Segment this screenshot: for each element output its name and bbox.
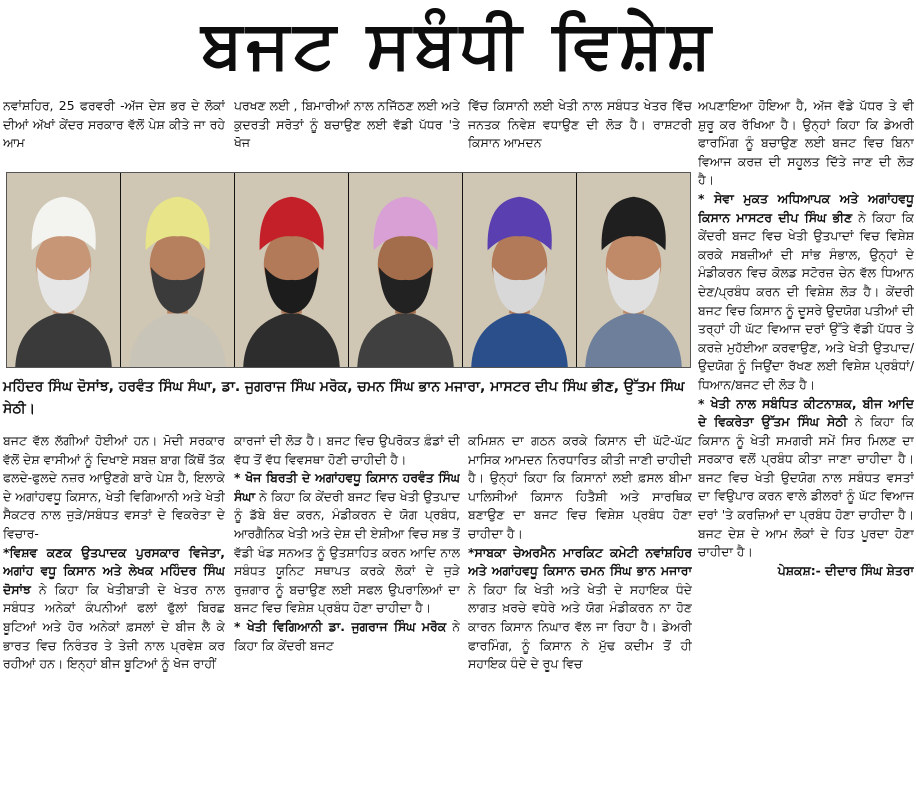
column-4-lead <box>698 190 914 395</box>
portrait-photo <box>7 173 121 367</box>
portrait-photo <box>349 173 463 367</box>
speaker-quote: ਨੇ ਕਿਹਾ ਕਿ ਖੇਤੀ ਅਤੇ ਖੇਤੀ ਦੇ ਸਹਾਇਕ ਧੰਦੇ ਲਾਗਤ ਖ਼ਰਚੇ ਵਧੇਰੇ ਅਤੇ ਯੋਗ ਮੰਡੀਕਰਨ ਨਾ ਹੋਣ ਕਾਰਨ ਕਿਸਾਨ ਨਿਘਾਰ ਵੱਲ ਜਾ ਰਿਹਾ ਹੈ। ਡੇਅਰੀ ਫਾਰਮਿੰਗ, ਨੂੰ ਕਿਸਾਨ ਨੇ ਮੁੱਢ ਕਦੀਮ ਤੋਂ ਹੀ ਸਹਾਇਕ ਧੰਦੇ ਦੇ ਰੂਪ ਵਿਚ <box>468 581 692 672</box>
speaker-name: * ਖੋਜ ਬਿਰਤੀ ਦੇ ਅਗਾਂਹਵਧੂ ਕਿਸਾਨ ਹਰਵੰਤ ਸਿੰਘ ਸੰਘਾ <box>234 470 460 504</box>
column-2 <box>234 432 460 784</box>
column-1 <box>3 432 225 784</box>
portrait-strip <box>6 172 691 368</box>
column-2-top <box>234 97 460 173</box>
column-1-top-text: ਨਵਾਂਸ਼ਹਿਰ, 25 ਫਰਵਰੀ -ਅੱਜ ਦੇਸ਼ ਭਰ ਦੇ ਲੋਕਾਂ ਦੀਆਂ ਅੱਖਾਂ ਕੇਂਦਰ ਸਰਕਾਰ ਵੱਲੋਂ ਪੇਸ਼ ਕੀਤੇ ਜਾ ਰਹੇ ਆਮ <box>3 98 225 151</box>
portrait-illustration <box>235 173 348 367</box>
portrait-photo <box>235 173 349 367</box>
column-3 <box>468 432 692 784</box>
column-1-intro: ਬਜਟ ਵੱਲ ਲੱਗੀਆਂ ਹੋਈਆਂ ਹਨ। ਮੋਦੀ ਸਰਕਾਰ ਵੱਲੋਂ ਦੇਸ਼ ਵਾਸੀਆਂ ਨੂੰ ਦਿਖਾਏ ਸਬਜ਼ ਬਾਗ ਕਿੱਥੋਂ ਤੱਕ ਫਲਦੇ-ਫੁਲਦੇ ਨਜ਼ਰ ਆਉਣਗੇ ਬਾਰੇ ਪੇਸ਼ ਹੈ, ਇਲਾਕੇ ਦੇ ਅਗਾਂਹਵਧੂ ਕਿਸਾਨ, ਖੇਤੀ ਵਿਗਿਆਨੀ ਅਤੇ ਖੇਤੀ ਸੈਕਟਰ ਨਾਲ ਜੁੜੇ/ਸਬੰਧਤ ਵਸਤਾਂ ਦੇ ਵਿਕਰੇਤਾ ਦੇ ਵਿਚਾਰ- <box>3 433 225 541</box>
portrait-illustration <box>7 173 120 367</box>
speaker-name: *ਵਿਸ਼ਵ ਕਣਕ ਉਤਪਾਦਕ ਪੁਰਸਕਾਰ ਵਿਜੇਤਾ, ਅਗਾਂਹ ਵਧੂ ਕਿਸਾਨ ਅਤੇ ਲੇਖਕ ਮਹਿੰਦਰ ਸਿੰਘ ਦੋਸਾਂਝ <box>3 544 225 597</box>
column-2-lead <box>234 469 460 618</box>
portrait-photo <box>121 173 235 367</box>
speaker-quote: ਨੇ ਕਿਹਾ ਕਿ ਕਿਸਾਨ ਨੂੰ ਖੇਤੀ ਸਮਗਰੀ ਸਮੇਂ ਸਿਰ ਮਿਲਣ ਦਾ ਸਰਕਾਰ ਵਲੋਂ ਪ੍ਰਬੰਧ ਕੀਤਾ ਜਾਣਾ ਚਾਹੀਦਾ ਹੈ। ਬਜਟ ਵਿਚ ਖੇਤੀ ਉਦਯੋਗ ਨਾਲ ਸਬੰਧਤ ਵਸਤਾਂ ਦਾ ਵਿਉਪਾਰ ਕਰਨ ਵਾਲੇ ਡੀਲਰਾਂ ਨੂੰ ਘੱਟ ਵਿਆਜ ਦਰਾਂ 'ਤੇ ਕਰਜ਼ਿਆਂ ਦਾ ਪ੍ਰਬੰਧ ਹੋਣਾ ਚਾਹੀਦਾ ਹੈ। ਬਜਟ ਦੇਸ਼ ਦੇ ਆਮ ਲੋਕਾਂ ਦੇ ਹਿਤ ਪੂਰਦਾ ਹੋਣਾ ਚਾਹੀਦਾ ਹੈ। <box>698 414 914 560</box>
portrait-photo <box>463 173 577 367</box>
column-1-lead <box>3 544 225 674</box>
portrait-illustration <box>463 173 576 367</box>
portrait-illustration <box>121 173 234 367</box>
portrait-illustration <box>349 173 462 367</box>
column-1-top <box>3 97 225 173</box>
photo-caption: ਮਹਿੰਦਰ ਸਿੰਘ ਦੋਸਾਂਝ, ਹਰਵੰਤ ਸਿੰਘ ਸੰਘਾ, ਡਾ. ਜੁਗਰਾਜ ਸਿੰਘ ਮਰੋਕ, ਚਮਨ ਸਿੰਘ ਭਾਨ ਮਜਾਰਾ, ਮਾਸਟਰ ਦੀਪ ਸਿੰਘ ਭੀਣ, ਉੱਤਮ ਸਿੰਘ ਸੇਠੀ। <box>3 379 685 417</box>
speaker-quote: ਨੇ ਕਿਹਾ ਕਿ ਕੇਂਦਰੀ ਬਜਟ ਵਿਚ ਖੇਤੀ ਉਤਪਾਦ ਨੂੰ ਡੱਬੇ ਬੰਦ ਕਰਨ, ਮੰਡੀਕਰਨ ਦੇ ਯੋਗ ਪ੍ਰਬੰਧ, ਆਰਗੈਨਿਕ ਖੇਤੀ ਅਤੇ ਦੇਸ਼ ਦੀ ਏਸ਼ੀਆ ਵਿਚ ਸਭ ਤੋਂ ਵੱਡੀ ਖੰਡ ਸਨਅਤ ਨੂੰ ਉਤਸ਼ਾਹਿਤ ਕਰਨ ਆਦਿ ਨਾਲ ਸਬੰਧਤ ਯੂਨਿਟ ਸਥਾਪਤ ਕਰਕੇ ਲੋਕਾਂ ਦੇ ਜੁੜੇ ਰੁਜ਼ਗਾਰ ਨੂੰ ਬਚਾਉਣ ਲਈ ਸਫਲ ਉਪਰਾਲਿਆਂ ਦਾ ਬਜਟ ਵਿਚ ਵਿਸ਼ੇਸ਼ ਪ੍ਰਬੰਧ ਹੋਣਾ ਚਾਹੀਦਾ ਹੈ। <box>234 488 460 616</box>
byline: ਪੇਸ਼ਕਸ਼:- ਦੀਦਾਰ ਸਿੰਘ ਸ਼ੇਤਰਾ <box>777 562 914 578</box>
column-4 <box>698 97 914 784</box>
column-3-intro: ਕਮਿਸ਼ਨ ਦਾ ਗਠਨ ਕਰਕੇ ਕਿਸਾਨ ਦੀ ਘੱਟੋ-ਘੱਟ ਮਾਸਿਕ ਆਮਦਨ ਨਿਰਧਾਰਿਤ ਕੀਤੀ ਜਾਣੀ ਚਾਹੀਦੀ ਹੈ। ਉਨ੍ਹਾਂ ਕਿਹਾ ਕਿ ਕਿਸਾਨਾਂ ਲਈ ਫ਼ਸਲ ਬੀਮਾ ਪਾਲਿਸੀਆਂ ਕਿਸਾਨ ਹਿਤੈਸ਼ੀ ਅਤੇ ਸਾਰਥਿਕ ਬਣਾਉਣ ਦਾ ਬਜਟ ਵਿਚ ਵਿਸ਼ੇਸ਼ ਪ੍ਰਬੰਧ ਹੋਣਾ ਚਾਹੀਦਾ ਹੈ। <box>468 433 692 541</box>
portrait-illustration <box>577 173 690 367</box>
speaker-name: * ਸੇਵਾ ਮੁਕਤ ਅਧਿਆਪਕ ਅਤੇ ਅਗਾਂਹਵਧੂ ਕਿਸਾਨ ਮਾਸਟਰ ਦੀਪ ਸਿੰਘ ਭੀਣ <box>698 190 914 225</box>
portrait-photo <box>577 173 690 367</box>
speaker-name: *ਸਾਬਕਾ ਚੇਅਰਮੈਨ ਮਾਰਕਿਟ ਕਮੇਟੀ ਨਵਾਂਸ਼ਹਿਰ ਅਤੇ ਅਗਾਂਹਵਧੂ ਕਿਸਾਨ ਚਮਨ ਸਿੰਘ ਭਾਨ ਮਜਾਰਾ <box>468 544 692 579</box>
speaker-name: * ਖੇਤੀ ਵਿਗਿਆਨੀ ਡਾ. ਜੁਗਰਾਜ ਸਿੰਘ ਮਰੋਕ <box>234 618 447 634</box>
column-3-top-text: ਵਿੱਚ ਕਿਸਾਨੀ ਲਈ ਖੇਤੀ ਨਾਲ ਸਬੰਧਤ ਖੇਤਰ ਵਿੱਚ ਜਨਤਕ ਨਿਵੇਸ਼ ਵਧਾਉਣ ਦੀ ਲੋੜ ਹੈ। ਰਾਸ਼ਟਰੀ ਕਿਸਾਨ ਆਮਦਨ <box>468 98 692 151</box>
speaker-quote: ਨੇ ਕਿਹਾ ਕਿ ਖੇਤੀਬਾੜੀ ਦੇ ਖੇਤਰ ਨਾਲ ਸਬੰਧਤ ਅਨੇਕਾਂ ਕੰਪਨੀਆਂ ਫਲਾਂ ਫੁੱਲਾਂ ਬਿਰਛ ਬੂਟਿਆਂ ਅਤੇ ਹੋਰ ਅਨੇਕਾਂ ਫ਼ਸਲਾਂ ਦੇ ਬੀਜ ਲੈ ਕੇ ਭਾਰਤ ਵਿਚ ਨਿਰੰਤਰ ਤੇ ਤੇਜ਼ੀ ਨਾਲ ਪ੍ਰਵੇਸ਼ ਕਰ ਰਹੀਆਂ ਹਨ। ਇਨ੍ਹਾਂ ਬੀਜ ਬੂਟਿਆਂ ਨੂੰ ਖੋਜ ਰਾਹੀਂ <box>3 581 225 672</box>
speaker-quote: ਨੇ ਕਿਹਾ ਕਿ ਕੇਂਦਰੀ ਬਜਟ <box>234 618 460 653</box>
headline: ਬਜਟ ਸਬੰਧੀ ਵਿਸ਼ੇਸ਼ <box>201 6 715 83</box>
column-2-intro: ਕਾਰਜਾਂ ਦੀ ਲੋੜ ਹੈ। ਬਜਟ ਵਿਚ ਉਪਰੋਕਤ ਫ਼ੰਡਾਂ ਦੀ ਵੱਧ ਤੋਂ ਵੱਧ ਵਿਵਸਥਾ ਹੋਣੀ ਚਾਹੀਦੀ ਹੈ। <box>234 433 460 467</box>
column-2-top-text: ਪਰਖਣ ਲਈ , ਬਿਮਾਰੀਆਂ ਨਾਲ ਨਜਿੱਠਣ ਲਈ ਅਤੇ ਕੁਦਰਤੀ ਸਰੋਤਾਂ ਨੂੰ ਬਚਾਉਣ ਲਈ ਵੱਡੀ ਪੱਧਰ 'ਤੇ ਖੋਜ <box>234 98 460 151</box>
speaker-name: * ਖੇਤੀ ਨਾਲ ਸਬੰਧਿਤ ਕੀਟਨਾਸ਼ਕ, ਬੀਜ ਆਦਿ ਦੇ ਵਿਕਰੇਤਾ ਉੱਤਮ ਸਿੰਘ ਸੇਠੀ <box>698 395 914 430</box>
column-3-top <box>468 97 692 173</box>
column-3-lead <box>468 544 692 674</box>
column-4-lead-2 <box>698 395 914 562</box>
column-4-intro: ਅਪਣਾਇਆ ਹੋਇਆ ਹੈ, ਅੱਜ ਵੱਡੇ ਪੱਧਰ ਤੇ ਵੀ ਸ਼ੁਰੂ ਕਰ ਰੱਖਿਆ ਹੈ। ਉਨ੍ਹਾਂ ਕਿਹਾ ਕਿ ਡੇਅਰੀ ਫਾਰਮਿੰਗ ਨੂੰ ਬਚਾਉਣ ਲਈ ਬਜਟ ਵਿਚ ਬਿਨਾ ਵਿਆਜ ਕਰਜ਼ ਦੀ ਸਹੂਲਤ ਦਿੱਤੇ ਜਾਣ ਦੀ ਲੋੜ ਹੈ। <box>698 98 914 188</box>
speaker-quote: ਨੇ ਕਿਹਾ ਕਿ ਕੇਂਦਰੀ ਬਜਟ ਵਿਚ ਖੇਤੀ ਉਤਪਾਦਾਂ ਵਿਚ ਵਿਸ਼ੇਸ਼ ਕਰਕੇ ਸਬਜ਼ੀਆਂ ਦੀ ਸਾਂਭ ਸੰਭਾਲ, ਉਨ੍ਹਾਂ ਦੇ ਮੰਡੀਕਰਨ ਵਿਚ ਕੋਲਡ ਸਟੋਰਜ਼ ਚੇਨ ਵੱਲ ਧਿਆਨ ਦੇਣ/ਪ੍ਰਬੰਧ ਕਰਨ ਦੀ ਵਿਸ਼ੇਸ਼ ਲੋੜ ਹੈ। ਕੇਂਦਰੀ ਬਜਟ ਵਿਚ ਕਿਸਾਨ ਨੂੰ ਦੂਸਰੇ ਉਦਯੋਗ ਪਤੀਆਂ ਦੀ ਤਰ੍ਹਾਂ ਹੀ ਘੱਟ ਵਿਆਜ ਦਰਾਂ ਉੱਤੇ ਵੱਡੀ ਪੱਧਰ ਤੇ ਕਰਜ਼ੇ ਮੁਹੱਈਆ ਕਰਵਾਉਣ, ਅਤੇ ਖੇਤੀ ਉਤਪਾਦ/ਉਦਯੋਗ ਨੂੰ ਜਿਉਂਦਾ ਰੱਖਣ ਲਈ ਵਿਸ਼ੇਸ਼ ਪ੍ਰਬੰਧਾਂ/ਧਿਆਨ/ਬਜਟ ਦੀ ਲੋੜ ਹੈ। <box>698 209 914 392</box>
column-2-lead-2 <box>234 618 460 655</box>
